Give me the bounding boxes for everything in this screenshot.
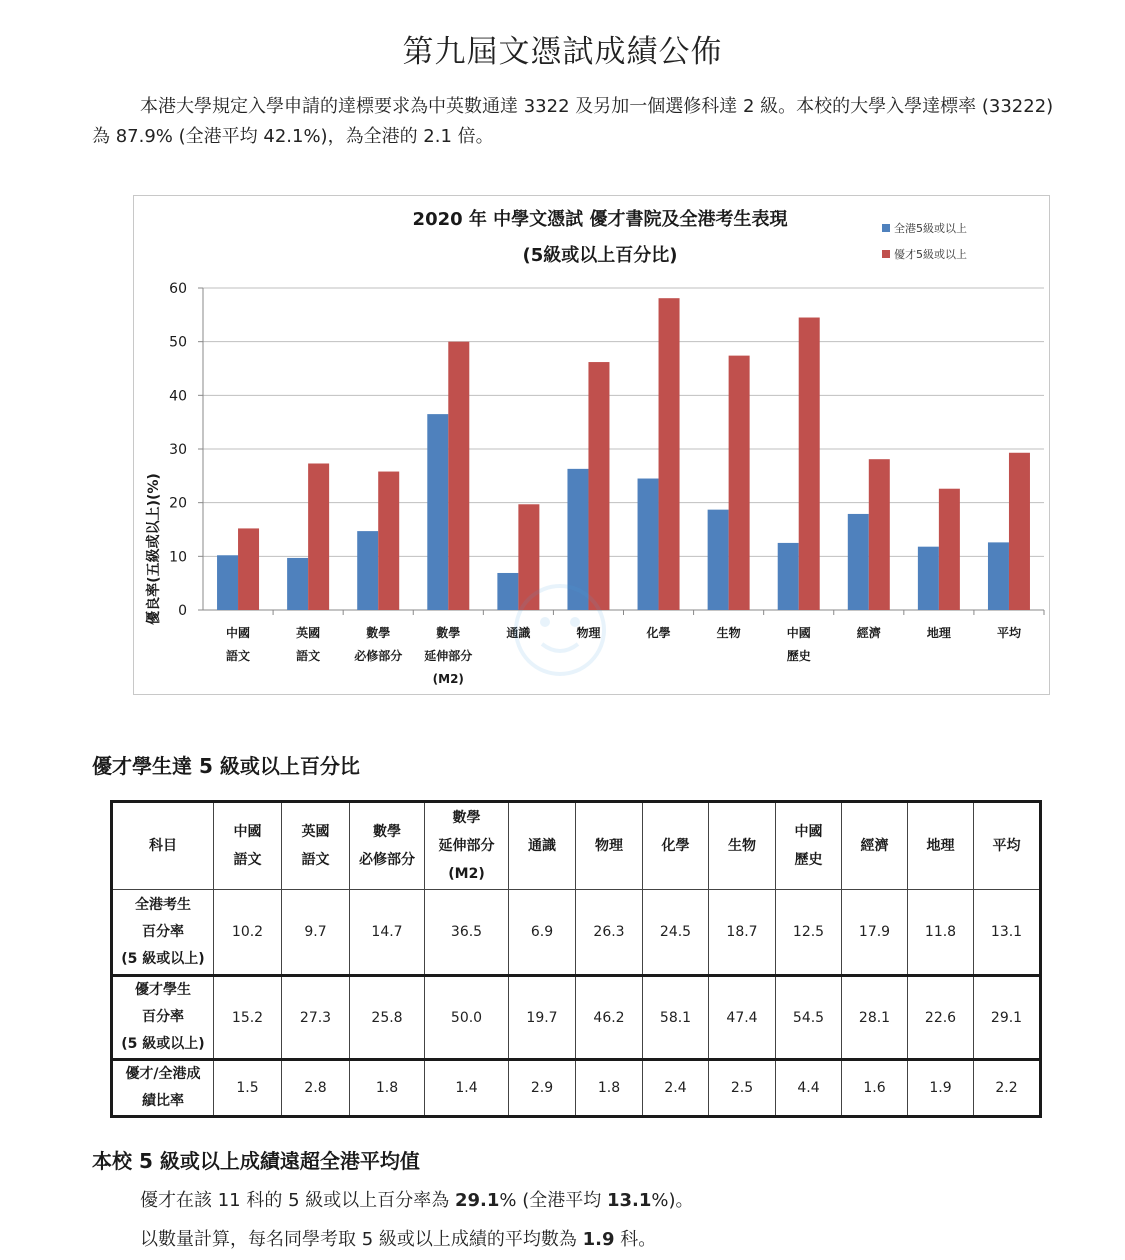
table-cell: 50.0 xyxy=(425,976,509,1060)
table-cell: 2.4 xyxy=(643,1060,709,1117)
table-row-header: 全港考生 百分率 (5 級或以上) xyxy=(112,890,214,976)
table-cell: 1.8 xyxy=(576,1060,643,1117)
chart-grid xyxy=(203,288,1044,610)
table-cell: 2.9 xyxy=(509,1060,576,1117)
legend-label: 全港5級或以上 xyxy=(894,222,967,235)
table-cell: 19.7 xyxy=(509,976,576,1060)
results-table xyxy=(110,800,1042,1118)
x-tick-label: 地理 xyxy=(926,626,951,640)
table-cell: 2.8 xyxy=(282,1060,350,1117)
summary-1-avg: 13.1 xyxy=(606,1190,652,1211)
bar-hk xyxy=(848,514,869,610)
legend-swatch xyxy=(882,224,890,232)
y-tick-label: 0 xyxy=(178,603,187,619)
y-tick-label: 60 xyxy=(169,281,187,297)
y-tick-label: 50 xyxy=(169,334,187,351)
bar-hk xyxy=(217,555,238,610)
y-tick-label: 30 xyxy=(169,442,187,458)
summary-2-post: 科。 xyxy=(614,1229,657,1250)
table-row xyxy=(112,890,1041,976)
x-tick-label: 生物 xyxy=(716,626,741,640)
table-cell: 29.1 xyxy=(974,976,1041,1060)
section-heading-summary: 本校 5 級或以上成績遠超全港平均值 xyxy=(92,1149,420,1173)
page-title: 第九屆文憑試成績公佈 xyxy=(402,34,723,70)
table-cell: 10.2 xyxy=(214,890,282,976)
table-column-header: 生物 xyxy=(709,802,776,890)
table-column-header: 通識 xyxy=(509,802,576,890)
x-axis-labels xyxy=(226,610,1044,686)
chart-title: 2020 年 中學文憑試 優才書院及全港考生表現 xyxy=(412,209,788,230)
y-axis-label: 優良率(五級或以上)(%) xyxy=(146,473,162,625)
summary-2-value: 1.9 xyxy=(582,1229,615,1250)
table-cell: 24.5 xyxy=(643,890,709,976)
table-column-header: 數學 延伸部分 (M2) xyxy=(425,802,509,890)
bar-school xyxy=(1009,453,1030,610)
table-column-header: 數學 必修部分 xyxy=(350,802,425,890)
table-cell: 58.1 xyxy=(643,976,709,1060)
bar-school xyxy=(238,528,259,610)
bar-school xyxy=(448,342,469,610)
table-cell: 46.2 xyxy=(576,976,643,1060)
x-tick-label: 中國歷史 xyxy=(786,626,811,663)
bar-school xyxy=(378,472,399,610)
table-cell: 11.8 xyxy=(908,890,974,976)
chart-subtitle: (5級或以上百分比) xyxy=(522,245,678,266)
table-cell: 1.5 xyxy=(214,1060,282,1117)
x-tick-label: 中國語文 xyxy=(226,626,251,663)
summary-2-pre: 以數量計算，每名同學考取 5 級或以上成績的平均數為 xyxy=(140,1229,583,1250)
bar-hk xyxy=(778,543,799,610)
table-cell: 1.6 xyxy=(842,1060,908,1117)
table-row-header: 優才學生 百分率 (5 級或以上) xyxy=(112,976,214,1060)
y-axis-ticks xyxy=(169,281,203,619)
bar-hk xyxy=(287,558,308,610)
table-cell: 25.8 xyxy=(350,976,425,1060)
legend-label: 優才5級或以上 xyxy=(894,248,967,261)
table-corner-header: 科目 xyxy=(112,802,214,890)
table-cell: 17.9 xyxy=(842,890,908,976)
summary-line-2 xyxy=(140,1225,656,1251)
chart-legend xyxy=(882,221,967,261)
bar-school xyxy=(729,356,750,610)
x-tick-label: 英國語文 xyxy=(296,626,321,663)
table-cell: 54.5 xyxy=(776,976,842,1060)
bar-hk xyxy=(427,414,448,610)
bar-hk xyxy=(918,547,939,610)
table-column-header: 中國 歷史 xyxy=(776,802,842,890)
table-cell: 13.1 xyxy=(974,890,1041,976)
bar-hk xyxy=(988,542,1009,610)
y-tick-label: 10 xyxy=(169,549,187,566)
y-tick-label: 40 xyxy=(169,388,187,405)
table-cell: 4.4 xyxy=(776,1060,842,1117)
summary-1-pre: 優才在該 11 科的 5 級或以上百分率為 xyxy=(140,1190,455,1211)
bar-school xyxy=(799,318,820,610)
table-row-header: 優才/全港成 績比率 xyxy=(112,1060,214,1117)
table-cell: 18.7 xyxy=(709,890,776,976)
table-cell: 12.5 xyxy=(776,890,842,976)
bar-hk xyxy=(357,531,378,610)
table-cell: 6.9 xyxy=(509,890,576,976)
summary-1-post: %)。 xyxy=(651,1190,694,1211)
bar-school xyxy=(308,463,329,610)
table-cell: 9.7 xyxy=(282,890,350,976)
summary-line-1 xyxy=(140,1186,694,1212)
section-heading-table: 優才學生達 5 級或以上百分比 xyxy=(92,754,360,778)
table-cell: 36.5 xyxy=(425,890,509,976)
table-column-header: 中國 語文 xyxy=(214,802,282,890)
table-column-header: 英國 語文 xyxy=(282,802,350,890)
bar-school xyxy=(659,298,680,610)
table-row xyxy=(112,976,1041,1060)
bar-school xyxy=(939,489,960,610)
x-tick-label: 數學延伸部分(M2) xyxy=(424,626,473,686)
x-tick-label: 物理 xyxy=(576,626,601,640)
table-cell: 47.4 xyxy=(709,976,776,1060)
table-row xyxy=(112,1060,1041,1117)
table-column-header: 化學 xyxy=(643,802,709,890)
watermark-logo xyxy=(500,570,620,690)
y-tick-label: 20 xyxy=(169,495,187,512)
bar-hk xyxy=(638,479,659,610)
table-column-header: 平均 xyxy=(974,802,1041,890)
x-tick-label: 經濟 xyxy=(856,626,881,640)
table-cell: 1.8 xyxy=(350,1060,425,1117)
summary-1-mid: % (全港平均 xyxy=(499,1190,607,1211)
table-column-header: 地理 xyxy=(908,802,974,890)
table-cell: 14.7 xyxy=(350,890,425,976)
intro-paragraph: 本港大學規定入學申請的達標要求為中英數通達 3322 及另加一個選修科達 2 級。本校的大學入學達標率 (33222) 為 87.9% (全港平均 42.1%)，為全港的 2.1 倍。 xyxy=(92,96,1054,147)
chart-bars xyxy=(217,298,1030,610)
table-cell: 26.3 xyxy=(576,890,643,976)
summary-1-value: 29.1 xyxy=(454,1190,500,1211)
x-tick-label: 平均 xyxy=(996,626,1021,640)
table-cell: 22.6 xyxy=(908,976,974,1060)
legend-swatch xyxy=(882,250,890,258)
x-tick-label: 數學必修部分 xyxy=(354,626,403,663)
table-column-header: 物理 xyxy=(576,802,643,890)
table-cell: 15.2 xyxy=(214,976,282,1060)
table-cell: 2.5 xyxy=(709,1060,776,1117)
x-tick-label: 化學 xyxy=(646,626,671,640)
table-cell: 2.2 xyxy=(974,1060,1041,1117)
bar-hk xyxy=(708,510,729,610)
table-cell: 27.3 xyxy=(282,976,350,1060)
table-cell: 28.1 xyxy=(842,976,908,1060)
table-cell: 1.9 xyxy=(908,1060,974,1117)
bar-school xyxy=(869,459,890,610)
table-column-header: 經濟 xyxy=(842,802,908,890)
x-tick-label: 通識 xyxy=(506,626,531,640)
table-cell: 1.4 xyxy=(425,1060,509,1117)
